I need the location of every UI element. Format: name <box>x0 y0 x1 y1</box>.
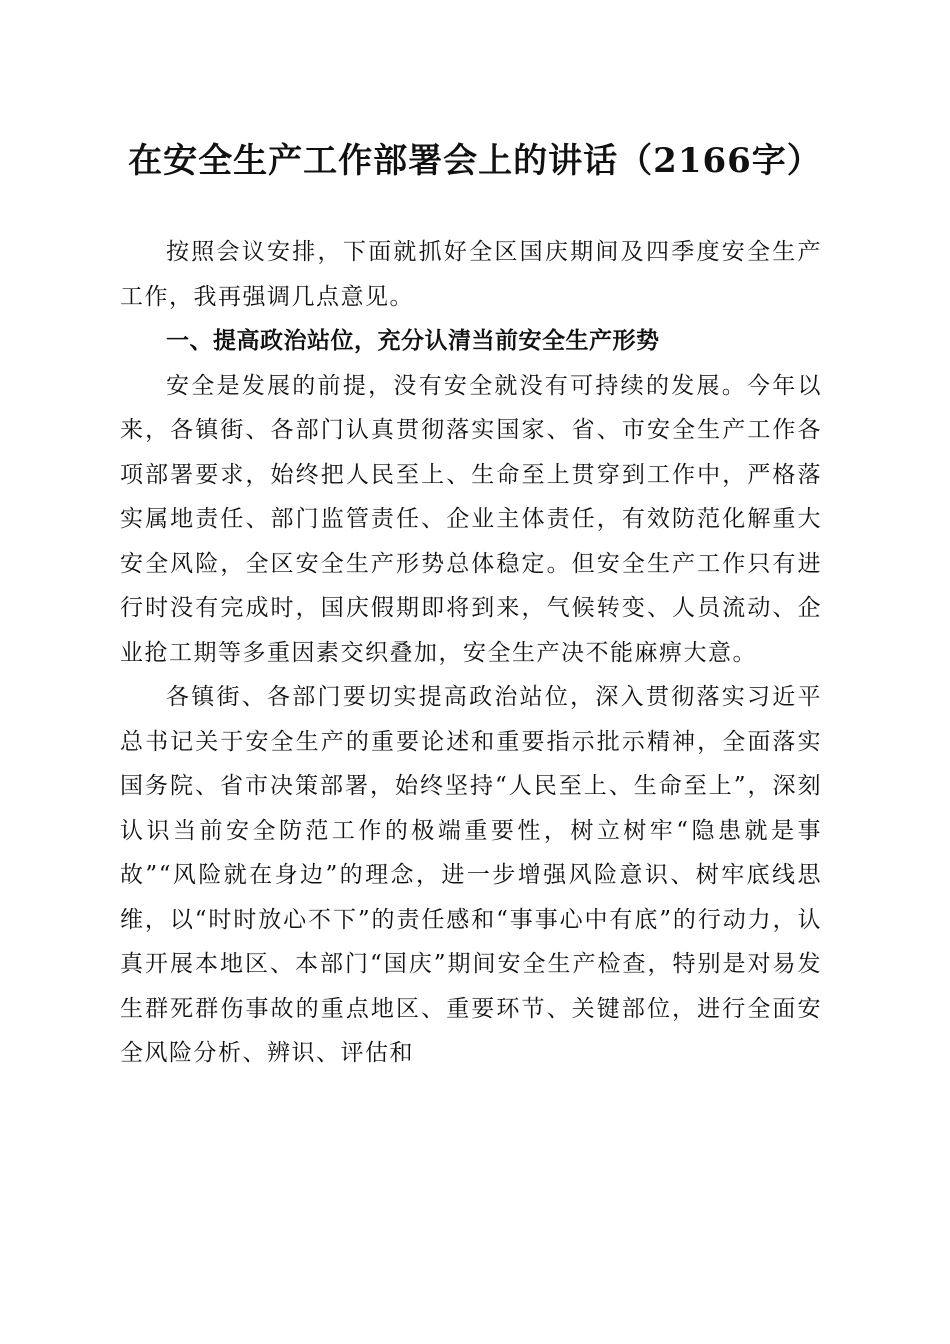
section-heading-1: 一、提高政治站位，充分认清当前安全生产形势 <box>166 328 660 354</box>
body-paragraph: 各镇街、各部门要切实提高政治站位，深入贯彻落实习近平总书记关于安全生产的重要论述和重要指示批示精神，全面落实国务院、省市决策部署，始终坚持“人民至上、生命至上”，深刻认识当前安全防范工作的极端重要性，树立树牢“隐患就是事故”“风险就在身边”的理念，进一步增强风险意识、树牢底线思维，以“时时放心不下”的责任感和“事事心中有底”的行动力，认真开展本地区、本部门“国庆”期间安全生产检查，特别是对易发生群死群伤事故的重点地区、重要环节、关键部位，进行全面安全风险分析、辨识、评估和 <box>120 684 822 1066</box>
document-body <box>120 230 822 1076</box>
document-title: 在安全生产工作部署会上的讲话（2166字） <box>128 141 822 181</box>
body-paragraph: 安全是发展的前提，没有安全就没有可持续的发展。今年以来，各镇街、各部门认真贯彻落实国家、省、市安全生产工作各项部署要求，始终把人民至上、生命至上贯穿到工作中，严格落实属地责任、部门监管责任、企业主体责任，有效防范化解重大安全风险，全区安全生产形势总体稳定。但安全生产工作只有进行时没有完成时，国庆假期即将到来，气候转变、人员流动、企业抢工期等多重因素交织叠加，安全生产决不能麻痹大意。 <box>120 372 822 666</box>
intro-paragraph: 按照会议安排，下面就抓好全区国庆期间及四季度安全生产工作，我再强调几点意见。 <box>120 239 822 310</box>
